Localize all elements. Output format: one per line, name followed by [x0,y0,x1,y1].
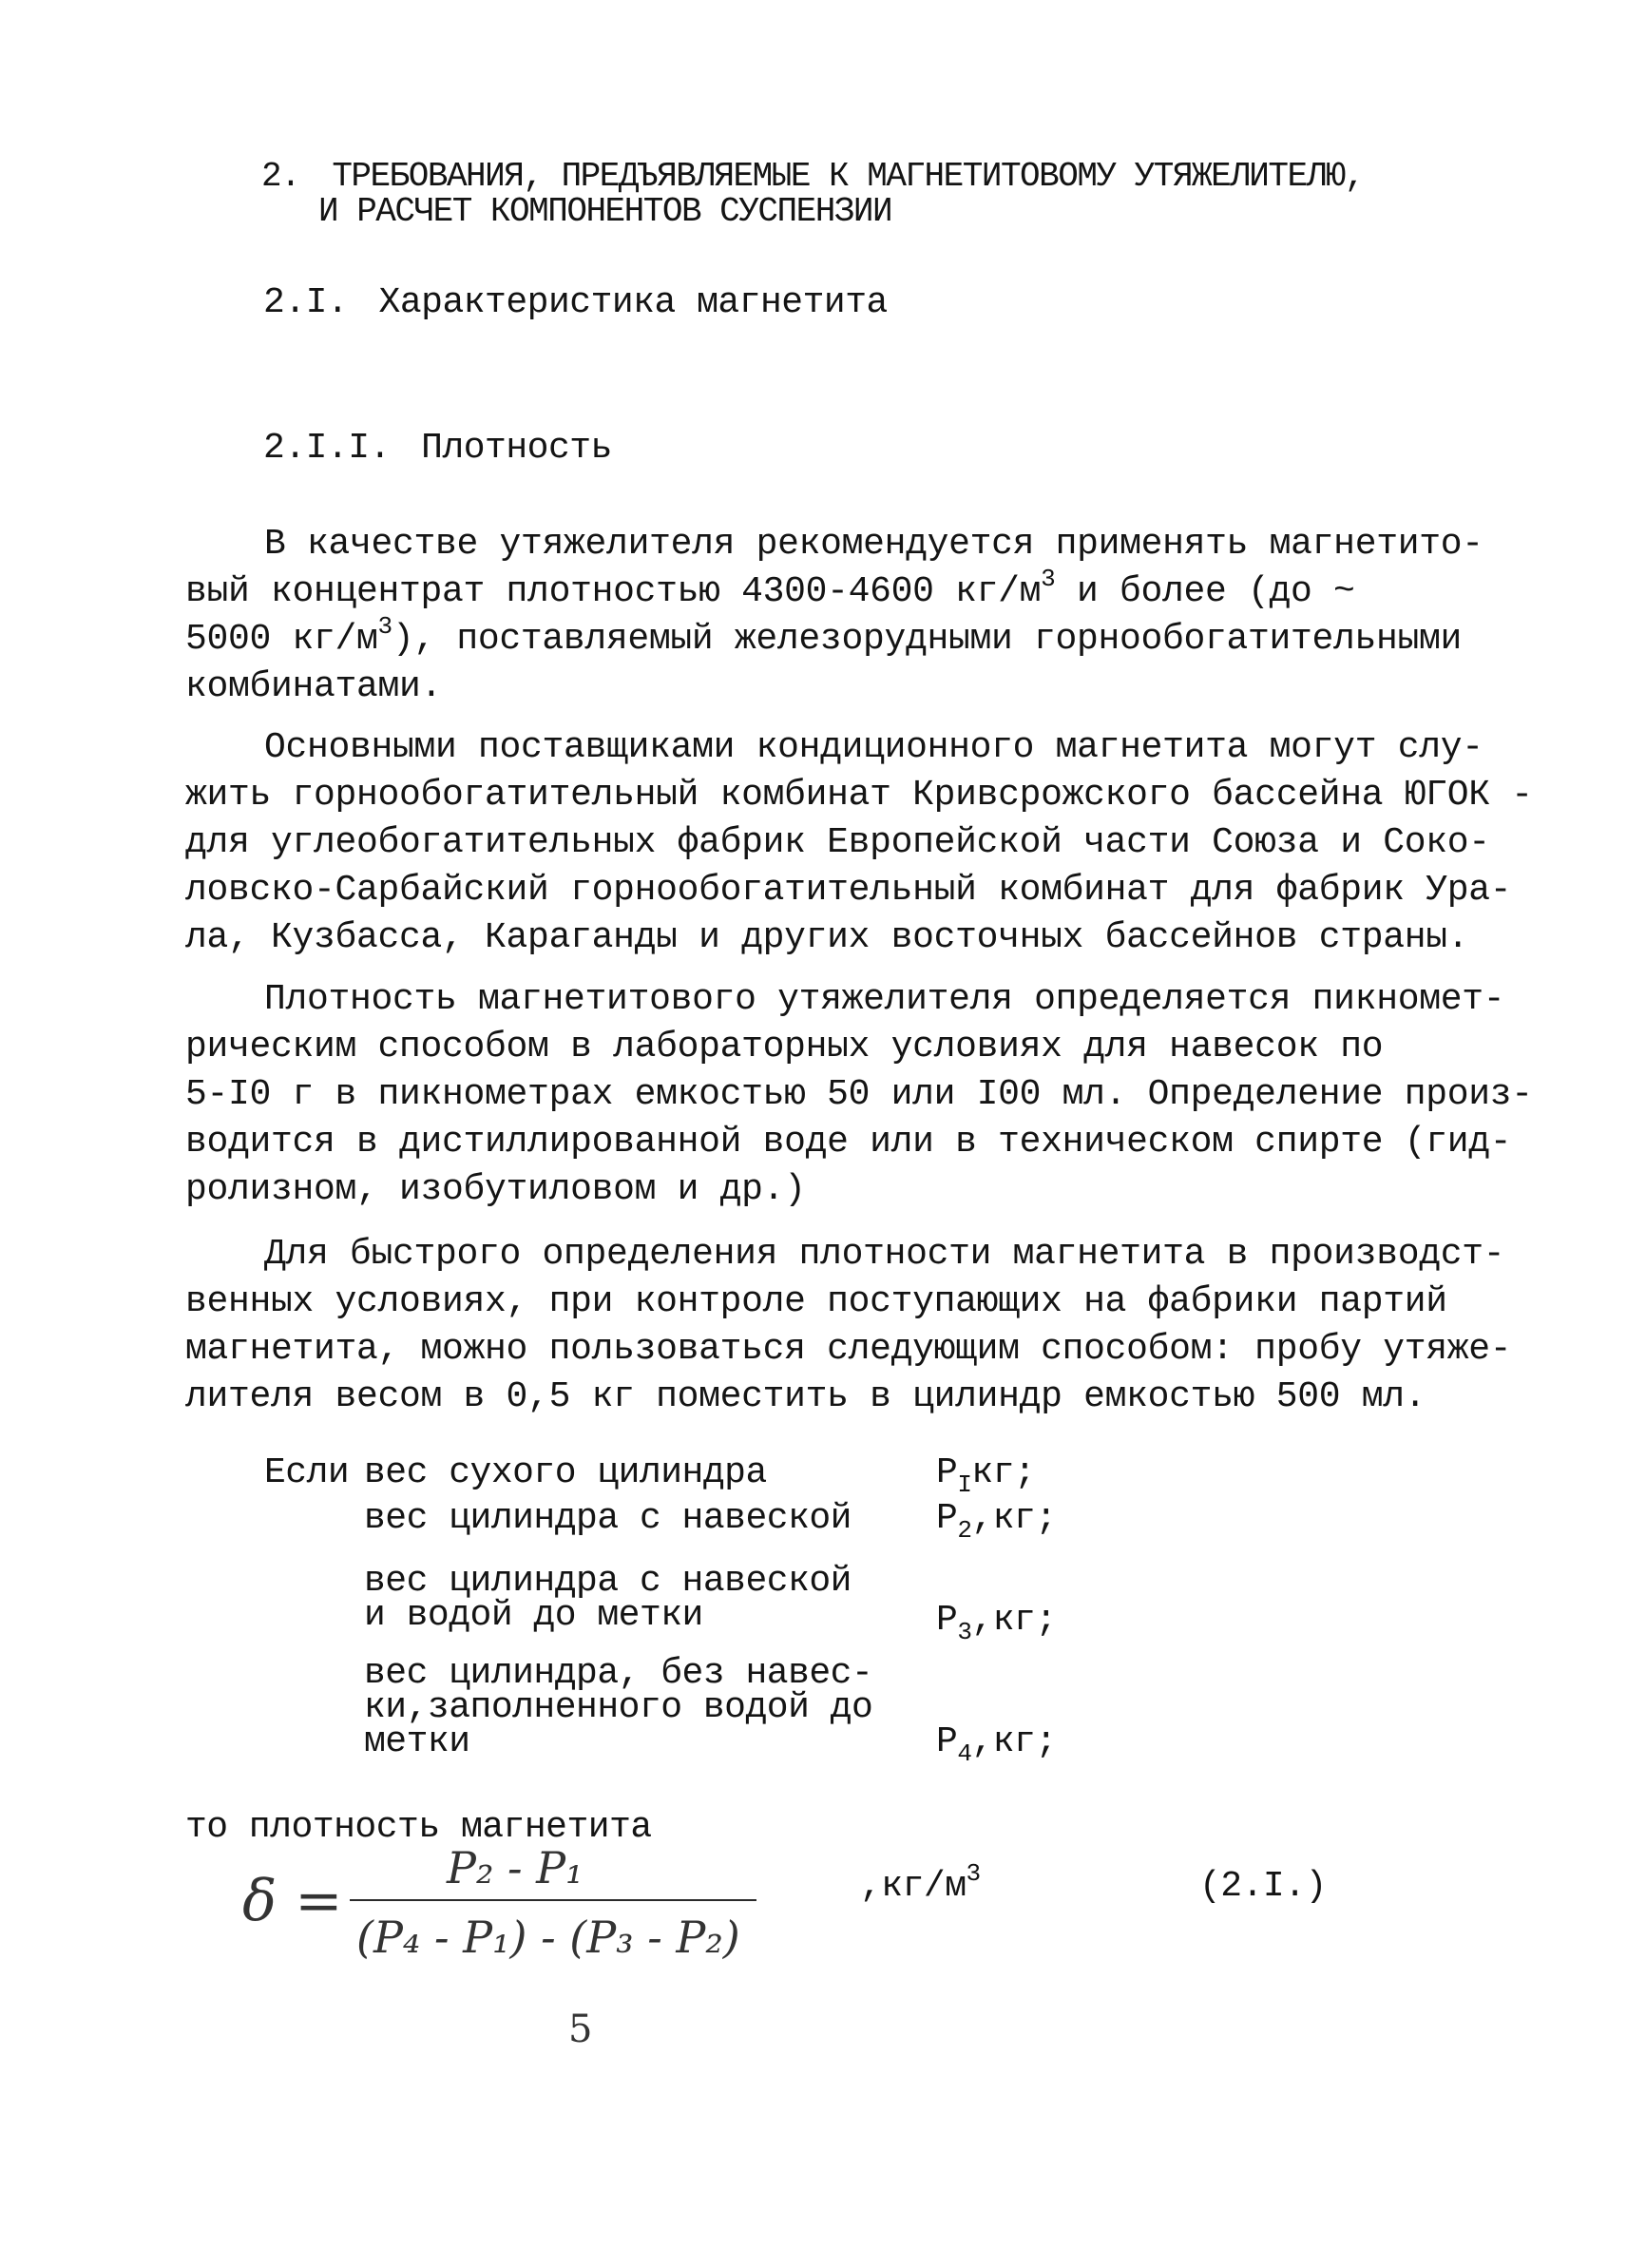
formula-numerator: P₂ - P₁ [447,1842,584,1893]
para2-line: ла, Кузбасса, Караганды и других восточных бассейнов страны. [185,917,1469,958]
section-heading [261,157,1364,196]
para1-line4: комбинатами. [185,666,443,707]
section-title-line1: ТРЕБОВАНИЯ, ПРЕДЪЯВЛЯЕМЫЕ К МАГНЕТИТОВОМУ УТЯЖЕЛИТЕЛЮ, [332,157,1364,196]
condition-if-word: Если [264,1452,350,1493]
paragraph-3 [185,976,1533,1214]
formula-number: (2.I.) [1199,1866,1327,1907]
para1-line3: 5000 $кг/м^3$), поставляемый железорудными горнообогатительными [185,612,1463,660]
condition-4-value: $P_4,кг$; [936,1721,1057,1768]
para1-line1: В качестве утяжелителя рекомендуется применять магнетито- [264,524,1483,565]
condition-3-desc: вес цилиндра с навеской и водой до метки [364,1561,852,1636]
formula-intro: то плотность магнетита [185,1807,652,1848]
subsection-title: Характеристика магнетита [378,282,888,323]
para1-line2: вый концентрат плотностью 4300-4600 $кг/м^3$ и более (до ~ [185,565,1355,612]
para2-line: Основными поставщиками кондиционного магнетита могут слу- [264,727,1483,768]
subsubsection-title: Плотность [421,428,612,469]
para3-line: водится в дистиллированной воде или в техническом спирте (гид- [185,1122,1512,1163]
para3-line: ролизном, изобутиловом и др.) [185,1169,806,1210]
para3-line: 5-I0 г в пикнометрах емкостью 50 или I00 мл. Определение произ- [185,1074,1533,1115]
para4-line: венных условиях, при контроле поступающих на фабрики партий [185,1281,1447,1322]
subsubsection-heading [263,425,612,472]
section-number: 2. [261,157,300,196]
superscript: 3 [1041,565,1056,593]
para2-line: для углеобогатительных фабрик Европейской части Союза и Соко- [185,822,1490,863]
condition-1-desc: вес сухого цилиндра [364,1452,767,1493]
para4-line: лителя весом в 0,5 кг поместить в цилиндр емкостью 500 мл. [185,1376,1426,1417]
superscript: 3 [377,612,392,641]
condition-2-desc: вес цилиндра с навеской [364,1498,852,1539]
subsection-number: 2.I. [263,282,349,323]
condition-2-value: $P_2,кг$; [936,1498,1057,1545]
formula-unit: $,кг/м^3$ [860,1859,981,1907]
subsection-heading [263,279,888,327]
paragraph-1 [185,521,1483,711]
para2-line: ловско-Сарбайский горнообогатительный комбинат для фабрик Ура- [185,870,1512,911]
subsubsection-number: 2.I.I. [263,428,391,469]
paragraph-4 [185,1231,1512,1421]
condition-1-value: $P_Iкг$; [936,1452,1036,1499]
para3-line: рическим способом в лабораторных условиях для навесок по [185,1027,1384,1067]
section-title-line2: И РАСЧЕТ КОМПОНЕНТОВ СУСПЕНЗИИ [318,192,892,231]
formula-denominator: (P₄ - P₁) - (P₃ - P₂) [356,1912,740,1963]
para3-line: Плотность магнетитового утяжелителя определяется пикномет- [264,979,1505,1020]
condition-3-value: $P_3,кг$; [936,1600,1057,1646]
fraction-bar [350,1899,756,1901]
formula-lhs: δ = [242,1868,343,1934]
para4-line: магнетита, можно пользоваться следующим способом: пробу утяже- [185,1329,1512,1370]
paragraph-2 [185,724,1533,962]
para2-line: жить горнообогатительный комбинат Кривсрожского бассейна ЮГОК - [185,775,1533,816]
condition-4-desc: вес цилиндра, без навес- ки,заполненного водой до метки [364,1653,873,1762]
para4-line: Для быстрого определения плотности магнетита в производст- [264,1234,1505,1275]
page-number: 5 [568,2008,593,2051]
